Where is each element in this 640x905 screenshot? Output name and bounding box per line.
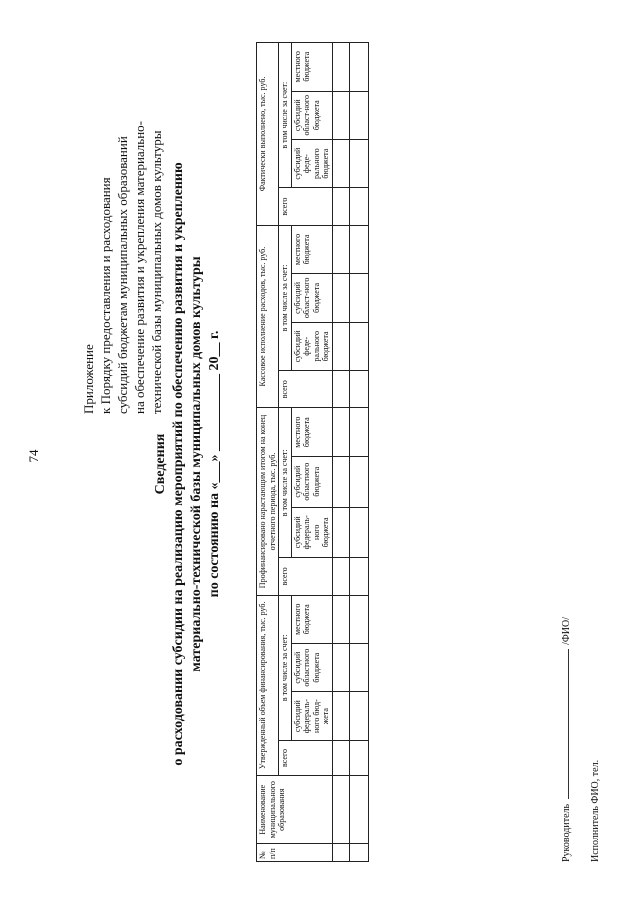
- group-cash-header: Кассовое исполнение расходов, тыс. руб.: [257, 225, 279, 408]
- table-cell: [349, 507, 368, 558]
- sub-header: субсидий област-ного бюджета: [291, 274, 332, 322]
- including-header: в том числе за счет:: [279, 408, 292, 558]
- title-date-line: по состоянию на «___» ___________ 20__ г.: [207, 330, 222, 598]
- page-number: 74: [26, 449, 41, 463]
- table-cell: [332, 371, 349, 408]
- head-label: Руководитель: [561, 803, 572, 862]
- table-cell: [349, 456, 368, 507]
- sub-header: местного бюджета: [291, 595, 332, 643]
- total-header: всего: [279, 740, 333, 775]
- sub-header: субсидий федераль-ного бюджета: [291, 507, 332, 558]
- table-cell: [349, 139, 368, 187]
- executor-line: Исполнитель ФИО, тел.: [590, 759, 601, 862]
- title-heading: Сведения: [153, 433, 168, 495]
- group-approved-header: Утвержденный объем финансирования, тыс. руб.: [257, 595, 279, 775]
- table-header-row: [257, 43, 279, 862]
- including-header: в том числе за счет:: [279, 595, 292, 740]
- col-number-header: № п/п: [257, 844, 333, 862]
- table-cell: [349, 776, 368, 844]
- table-cell: [332, 225, 349, 273]
- table-cell: [349, 558, 368, 595]
- table-cell: [349, 188, 368, 225]
- table-cell: [349, 595, 368, 643]
- signature-blank: [560, 649, 569, 799]
- table-header-row: [279, 43, 292, 862]
- table-cell: [332, 844, 349, 862]
- sub-header: субсидий феде-рального бюджета: [291, 139, 332, 187]
- subsidy-report-table: [256, 42, 369, 862]
- table-cell: [349, 274, 368, 322]
- sub-header: местного бюджета: [291, 225, 332, 273]
- table-row: [332, 43, 349, 862]
- sub-header: местного бюджета: [291, 408, 332, 456]
- table-cell: [349, 643, 368, 691]
- table-header-row: [291, 43, 332, 862]
- table-cell: [332, 507, 349, 558]
- table-cell: [332, 188, 349, 225]
- title-line: о расходовании субсидии на реализацию мероприятий по обеспечению развития и укреплению: [171, 162, 186, 766]
- appendix-line: на обеспечение развития и укрепления материально-: [132, 120, 147, 414]
- sub-header: субсидий феде-рального бюджета: [291, 322, 332, 370]
- sub-header: субсидий областного бюджета: [291, 643, 332, 691]
- table-cell: [349, 322, 368, 370]
- table-cell: [332, 408, 349, 456]
- title-line: материально-технической базы муниципальных домов культуры: [189, 256, 204, 672]
- table-cell: [332, 91, 349, 139]
- table-cell: [349, 43, 368, 92]
- sub-header: субсидий федераль-ного бюд-жета: [291, 692, 332, 740]
- signature-line: [560, 617, 572, 862]
- table-cell: [332, 43, 349, 92]
- table-cell: [332, 558, 349, 595]
- table-cell: [332, 692, 349, 740]
- total-header: всего: [279, 371, 333, 408]
- including-header: в том числе за счет:: [279, 43, 292, 188]
- appendix-line: субсидий бюджетам муниципальных образований: [115, 136, 130, 414]
- total-header: всего: [279, 188, 333, 225]
- table-cell: [332, 322, 349, 370]
- appendix-line: к Порядку предоставления и расходования: [98, 177, 113, 414]
- table-cell: [332, 740, 349, 775]
- report-title: [152, 24, 224, 904]
- table-cell: [349, 371, 368, 408]
- table-cell: [332, 776, 349, 844]
- table-cell: [332, 274, 349, 322]
- sub-header: субсидий областного бюджета: [291, 456, 332, 507]
- table-cell: [332, 456, 349, 507]
- table-cell: [332, 595, 349, 643]
- table-cell: [332, 643, 349, 691]
- appendix-line: технической базы муниципальных домов культуры: [149, 130, 164, 414]
- table-row: [349, 43, 368, 862]
- including-header: в том числе за счет:: [279, 225, 292, 370]
- sub-header: субсидий област-ного бюджета: [291, 91, 332, 139]
- rotated-page-content: [24, 24, 620, 904]
- table-cell: [349, 740, 368, 775]
- group-financed-header: Профинансировано нарастающим итогом на конец отчетного периода, тыс. руб.: [257, 408, 279, 595]
- group-actual-header: Фактически выполнено, тыс. руб.: [257, 43, 279, 226]
- table-cell: [349, 91, 368, 139]
- sub-header: местного бюджета: [291, 43, 332, 92]
- table-cell: [349, 692, 368, 740]
- table-cell: [332, 139, 349, 187]
- col-municipality-header: Наименование муниципального образования: [257, 776, 333, 844]
- table-cell: [349, 844, 368, 862]
- total-header: всего: [279, 558, 333, 595]
- appendix-line: Приложение: [81, 344, 96, 414]
- table-cell: [349, 408, 368, 456]
- table-cell: [349, 225, 368, 273]
- head-fio: /ФИО/: [561, 617, 572, 645]
